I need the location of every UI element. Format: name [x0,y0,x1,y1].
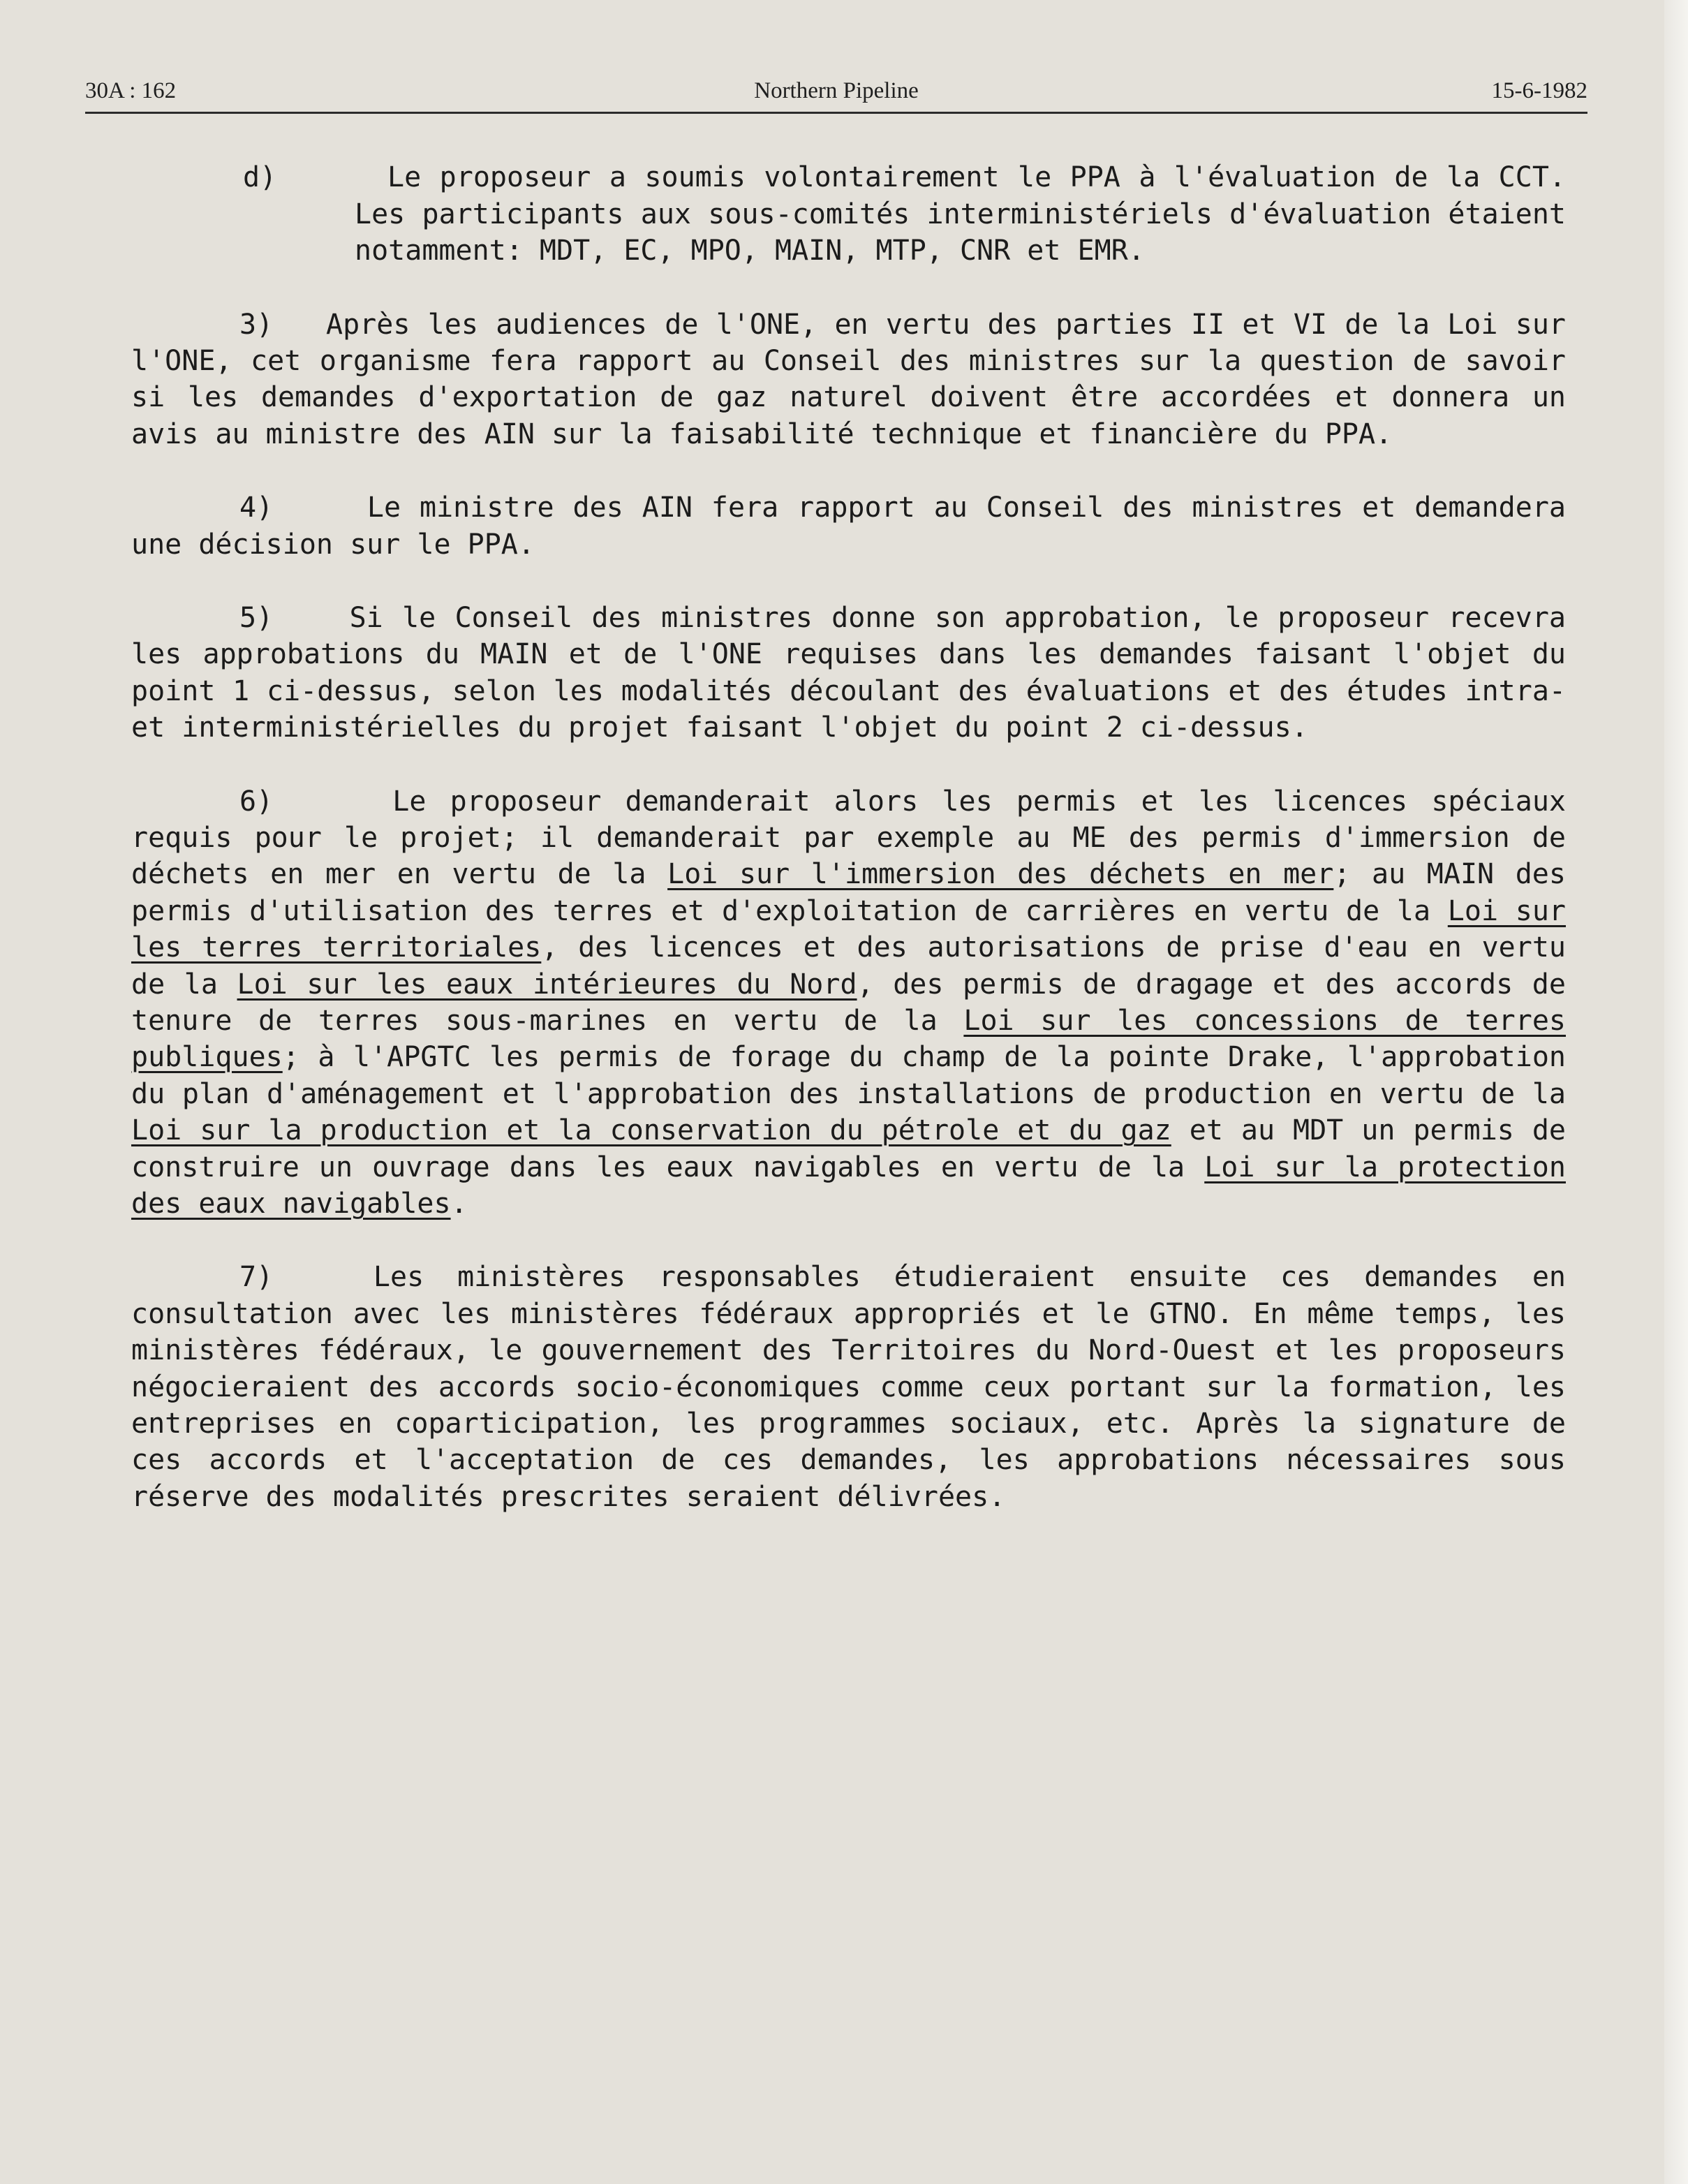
header-rule [85,112,1587,114]
step-4-paragraph [131,489,1566,563]
step-5-text: Si le Conseil des ministres donne son approbation, le proposeur recevra les approbations du MAIN et de l'ONE requises dans les demandes faisant l'objet du point 1 ci-dessus, selon les modalités découlant des évaluations et des études intra- et interministérielles du projet faisant l'objet du point 2 ci-dessus. [131,601,1567,744]
law-eaux-interieures: Loi sur les eaux intérieures du Nord [237,968,857,1001]
step-6-text-1: Le proposeur demanderait alors les permis et les licences spéciaux requis pour le projet; il demanderait par exemple au ME des permis d'immersion de déchets en mer en vertu de la [131,785,1566,891]
step-6-text-3: , des licences et des autorisations de prise d'eau en vertu de la [131,931,1567,1001]
item-d-marker: d) [243,161,277,193]
step-7-text: Les ministères responsables étudieraient ensuite ces demandes en consultation avec les ministères fédéraux appropriés et le GTNO. En même temps, les ministères fédéraux, le gouvernement des Territoires du Nord-Ouest et les proposeurs négocieraient des accords socio-économiques comme ceux portant sur la formation, les entreprises en coparticipation, les programmes sociaux, etc. Après la signature de ces accords et l'acceptation de ces demandes, les approbations nécessaires sous réserve des modalités prescrites seraient délivrées. [131,1261,1567,1513]
running-header [85,78,1587,116]
step-6-number: 6) [239,785,274,818]
law-immersion-dechets: Loi sur l'immersion des déchets en mer [667,858,1334,891]
law-eaux-navigables: Loi sur la protection des eaux navigables [131,1151,1566,1220]
step-3-text: Après les audiences de l'ONE, en vertu des parties II et VI de la Loi sur l'ONE, cet organisme fera rapport au Conseil des ministres sur la question de savoir si les demandes d'exportation de gaz naturel doivent être accordées et donnera un avis au ministre des AIN sur la faisabilité technique et financière du PPA. [131,308,1566,450]
page-number: 30A : 162 [85,78,177,103]
step-7-number: 7) [239,1261,274,1294]
header-date: 15-6-1982 [1491,78,1587,103]
header-title: Northern Pipeline [754,78,919,103]
step-5-number: 5) [239,601,274,634]
step-3-number: 3) [239,308,274,341]
item-d-paragraph [131,159,1566,270]
step-4-text: Le ministre des AIN fera rapport au Conseil des ministres et demandera une décision sur le PPA. [131,492,1566,561]
document-body [131,159,1566,1515]
page-edge [1664,0,1688,2184]
step-6-text-7: . [450,1188,468,1220]
step-6-paragraph [131,783,1566,1223]
item-d-text: Le proposeur a soumis volontairement le PPA à l'évaluation de la CCT. Les participants aux sous-comités interministériels d'évaluation étaient notamment: MDT, EC, MPO, MAIN, MTP, CNR et EMR. [355,161,1566,267]
step-3-paragraph [131,307,1566,453]
law-concessions-terres: Loi sur les concessions de terres publiques [131,1005,1566,1074]
step-6-text-2: ; au MAIN des permis d'utilisation des terres et d'exploitation de carrières en vertu de la [131,858,1566,927]
step-6-text-5: ; à l'APGTC les permis de forage du champ de la pointe Drake, l'approbation du plan d'aménagement et l'approbation des installations de production en vertu de la [131,1041,1566,1110]
step-4-number: 4) [239,492,274,524]
law-terres-territoriales: Loi sur les terres territoriales [131,894,1566,964]
step-5-paragraph [131,600,1566,746]
step-6-text-4: , des permis de dragage et des accords de tenure de terres sous-marines en vertu de la [131,968,1566,1037]
law-production-petrole-gaz: Loi sur la production et la conservation du pétrole et du gaz [131,1114,1171,1147]
step-6-text-6: et au MDT un permis de construire un ouvrage dans les eaux navigables en vertu de la [131,1114,1566,1183]
step-7-paragraph [131,1259,1566,1515]
